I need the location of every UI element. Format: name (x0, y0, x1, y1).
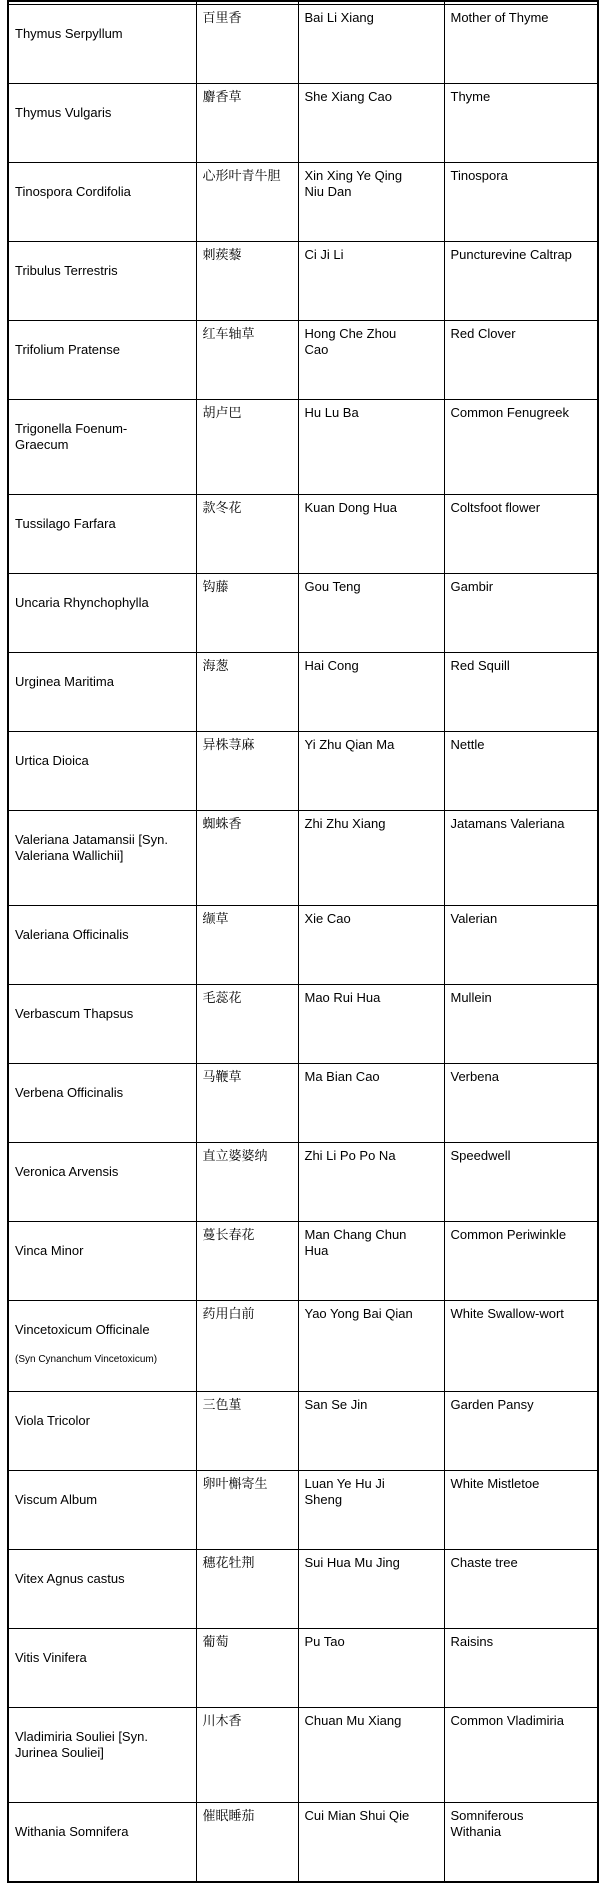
table-row (8, 84, 598, 163)
pinyin-cell: Yi Zhu Qian Ma (298, 732, 444, 811)
herb-table (7, 0, 599, 1883)
chinese-name-cell: 蔓长春花 (196, 1222, 298, 1301)
chinese-name-cell: 药用白前 (196, 1301, 298, 1392)
pinyin-cell: San Se Jin (298, 1392, 444, 1471)
latin-name: Vladimiria Souliei [Syn. Jurinea Souliei] (15, 1729, 148, 1760)
latin-name: Viola Tricolor (15, 1413, 90, 1428)
pinyin-cell: Luan Ye Hu Ji Sheng (298, 1471, 444, 1550)
pinyin-cell: Man Chang Chun Hua (298, 1222, 444, 1301)
english-name-cell: Verbena (444, 1064, 598, 1143)
table-row (8, 163, 598, 242)
pinyin-cell: Xie Cao (298, 906, 444, 985)
chinese-name-cell: 直立婆婆纳 (196, 1143, 298, 1222)
latin-name: Thymus Vulgaris (15, 105, 112, 120)
english-name-cell: Speedwell (444, 1143, 598, 1222)
latin-name: Uncaria Rhynchophylla (15, 595, 149, 610)
pinyin-cell: Hu Lu Ba (298, 400, 444, 495)
chinese-name-cell: 款冬花 (196, 495, 298, 574)
chinese-name-cell: 红车轴草 (196, 321, 298, 400)
latin-name-cell (8, 1222, 196, 1301)
latin-name-cell (8, 985, 196, 1064)
pinyin-cell: Yao Yong Bai Qian (298, 1301, 444, 1392)
table-row (8, 1550, 598, 1629)
latin-name-cell (8, 5, 196, 84)
chinese-name-cell: 穗花牡荆 (196, 1550, 298, 1629)
table-row (8, 732, 598, 811)
english-name-cell: Garden Pansy (444, 1392, 598, 1471)
latin-name: Urginea Maritima (15, 674, 114, 689)
latin-name: Thymus Serpyllum (15, 26, 123, 41)
table-row (8, 1392, 598, 1471)
latin-name: Vinca Minor (15, 1243, 84, 1258)
chinese-name-cell: 胡卢巴 (196, 400, 298, 495)
latin-name-cell (8, 811, 196, 906)
english-name-cell: Somniferous Withania (444, 1803, 598, 1883)
english-name-cell: Common Vladimiria (444, 1708, 598, 1803)
chinese-name-cell: 缬草 (196, 906, 298, 985)
latin-name: Veronica Arvensis (15, 1164, 119, 1179)
latin-name-cell (8, 732, 196, 811)
english-name-cell: Thyme (444, 84, 598, 163)
table-row (8, 574, 598, 653)
latin-name-cell (8, 1471, 196, 1550)
chinese-name-cell: 三色堇 (196, 1392, 298, 1471)
table-row (8, 906, 598, 985)
chinese-name-cell: 海葱 (196, 653, 298, 732)
latin-name: Urtica Dioica (15, 753, 89, 768)
chinese-name-cell: 刺蒺藜 (196, 242, 298, 321)
english-name-cell: Common Fenugreek (444, 400, 598, 495)
pinyin-cell: Chuan Mu Xiang (298, 1708, 444, 1803)
english-name-cell: White Mistletoe (444, 1471, 598, 1550)
latin-name-cell (8, 1143, 196, 1222)
latin-name-cell (8, 1708, 196, 1803)
chinese-name-cell: 异株荨麻 (196, 732, 298, 811)
chinese-name-cell: 卵叶槲寄生 (196, 1471, 298, 1550)
pinyin-cell: Mao Rui Hua (298, 985, 444, 1064)
latin-name: Viscum Album (15, 1492, 98, 1507)
pinyin-cell: Bai Li Xiang (298, 5, 444, 84)
chinese-name-cell: 葡萄 (196, 1629, 298, 1708)
latin-name: Vitis Vinifera (15, 1650, 87, 1665)
english-name-cell: Chaste tree (444, 1550, 598, 1629)
latin-name-cell (8, 1392, 196, 1471)
latin-name: Trigonella Foenum- Graecum (15, 421, 128, 452)
chinese-name-cell: 麝香草 (196, 84, 298, 163)
latin-name: Valeriana Jatamansii [Syn. Valeriana Wallichii] (15, 832, 168, 863)
chinese-name-cell: 马鞭草 (196, 1064, 298, 1143)
pinyin-cell: Gou Teng (298, 574, 444, 653)
english-name-cell: Jatamans Valeriana (444, 811, 598, 906)
latin-name-cell (8, 1301, 196, 1392)
latin-name: Trifolium Pratense (15, 342, 120, 357)
latin-name: Withania Somnifera (15, 1824, 129, 1839)
latin-name: Tussilago Farfara (15, 516, 116, 531)
english-name-cell: Gambir (444, 574, 598, 653)
english-name-cell: Red Clover (444, 321, 598, 400)
table-row (8, 495, 598, 574)
latin-name: Tribulus Terrestris (15, 263, 118, 278)
latin-name: Valeriana Officinalis (15, 927, 129, 942)
latin-name-cell (8, 1629, 196, 1708)
pinyin-cell: Zhi Li Po Po Na (298, 1143, 444, 1222)
latin-name-cell (8, 242, 196, 321)
chinese-name-cell: 催眠睡茄 (196, 1803, 298, 1883)
table-row (8, 242, 598, 321)
table-row (8, 1708, 598, 1803)
english-name-cell: Raisins (444, 1629, 598, 1708)
table-row (8, 400, 598, 495)
latin-name-cell (8, 84, 196, 163)
table-row (8, 321, 598, 400)
pinyin-cell: She Xiang Cao (298, 84, 444, 163)
pinyin-cell: Ci Ji Li (298, 242, 444, 321)
pinyin-cell: Zhi Zhu Xiang (298, 811, 444, 906)
latin-name-cell (8, 653, 196, 732)
pinyin-cell: Sui Hua Mu Jing (298, 1550, 444, 1629)
latin-name: Verbena Officinalis (15, 1085, 124, 1100)
pinyin-cell: Kuan Dong Hua (298, 495, 444, 574)
english-name-cell: Red Squill (444, 653, 598, 732)
table-row (8, 811, 598, 906)
latin-synonym-note: (Syn Cynanchum Vincetoxicum) (15, 1354, 158, 1365)
chinese-name-cell: 川木香 (196, 1708, 298, 1803)
latin-name: Vincetoxicum Officinale (15, 1322, 150, 1337)
pinyin-cell: Pu Tao (298, 1629, 444, 1708)
chinese-name-cell: 百里香 (196, 5, 298, 84)
english-name-cell: Mother of Thyme (444, 5, 598, 84)
table-row (8, 1301, 598, 1392)
chinese-name-cell: 蜘蛛香 (196, 811, 298, 906)
latin-name: Verbascum Thapsus (15, 1006, 134, 1021)
table-row (8, 985, 598, 1064)
latin-name-cell (8, 321, 196, 400)
latin-name-cell (8, 1550, 196, 1629)
english-name-cell: Nettle (444, 732, 598, 811)
latin-name-cell (8, 1803, 196, 1883)
english-name-cell: Puncturevine Caltrap (444, 242, 598, 321)
pinyin-cell: Xin Xing Ye Qing Niu Dan (298, 163, 444, 242)
chinese-name-cell: 毛蕊花 (196, 985, 298, 1064)
pinyin-cell: Hai Cong (298, 653, 444, 732)
latin-name-cell (8, 574, 196, 653)
table-row (8, 1222, 598, 1301)
english-name-cell: Tinospora (444, 163, 598, 242)
table-row (8, 653, 598, 732)
table-row (8, 1803, 598, 1883)
latin-name-cell (8, 1064, 196, 1143)
latin-name: Tinospora Cordifolia (15, 184, 131, 199)
latin-name-cell (8, 400, 196, 495)
table-row (8, 1629, 598, 1708)
table-row (8, 1064, 598, 1143)
table-row (8, 5, 598, 84)
pinyin-cell: Cui Mian Shui Qie (298, 1803, 444, 1883)
english-name-cell: Valerian (444, 906, 598, 985)
latin-name-cell (8, 163, 196, 242)
pinyin-cell: Ma Bian Cao (298, 1064, 444, 1143)
english-name-cell: Common Periwinkle (444, 1222, 598, 1301)
latin-name-cell (8, 906, 196, 985)
english-name-cell: Coltsfoot flower (444, 495, 598, 574)
chinese-name-cell: 心形叶青牛胆 (196, 163, 298, 242)
chinese-name-cell: 钩藤 (196, 574, 298, 653)
pinyin-cell: Hong Che Zhou Cao (298, 321, 444, 400)
english-name-cell: White Swallow-wort (444, 1301, 598, 1392)
latin-name-cell (8, 495, 196, 574)
english-name-cell: Mullein (444, 985, 598, 1064)
table-row (8, 1143, 598, 1222)
herb-table-body (8, 1, 598, 1882)
latin-name: Vitex Agnus castus (15, 1571, 125, 1586)
table-row (8, 1471, 598, 1550)
